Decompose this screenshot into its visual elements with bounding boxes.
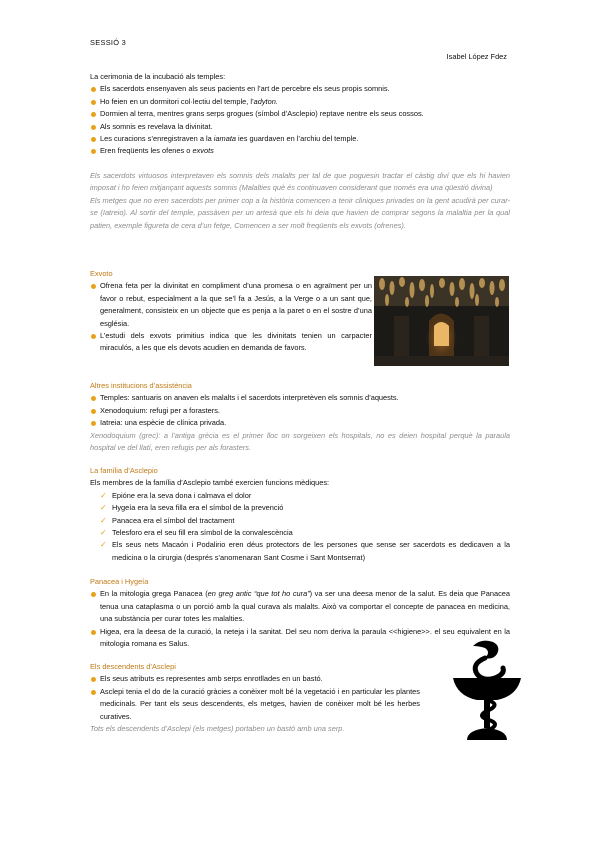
list-item: En la mitologia grega Panacea (en greg antic “que tot ho cura”) va ser una deesa menor de la salut. Es deia que Panacea tenua una cataplasma o un porció amb la qual curava als malalts. Això va comportar el concepte de panacea en medicina, una substància per curar totes les malalties. xyxy=(90,588,510,625)
exvoto-list xyxy=(90,280,372,354)
list-item: L’estudi dels exvots primitius indica que les divinitats tenien un carpacter miraculós, a les que els devots acudien en demanda de favors. xyxy=(90,330,372,355)
section-heading: La família d’Asclepio xyxy=(90,466,158,475)
list-item: ✓ Els seus nets Macaón i Podalirio eren déus protectors de les persones que sense ser sacerdots es dedicaven a la medicina o la cirurgia (després s’anomenaran Sant Cosme i Sant Montserrat) xyxy=(90,539,510,564)
note-paragraph: Els sacerdots virtuosos interpretaven els somnis dels malalts per tal de que poguesin tractar el càstig diví que els hi havien imposat i ho feien mitjançant aquests somnis (Malalties què és continuaven considerant que només era una qüestió divina) xyxy=(90,171,510,193)
incubation-list xyxy=(90,83,510,157)
session-title: SESSIÓ 3 xyxy=(90,38,127,47)
list-item: Les curacions s’enregistraven a la iamata ies guardaven en l’archiu del temple. xyxy=(90,133,510,145)
incubation-intro: La cerimonia de la incubació als temples: xyxy=(90,72,226,81)
list-item: ✓ Hygeía era la seva filla era el símbol de la prevenció xyxy=(90,502,510,514)
note-paragraph: Xenodoquium (grec): a l’antiga grècia es el primer lloc on sorgeixen els hospitals, no es deien hospital perquè la paraula hospital ve del llatí, eren refugis per als forasters. xyxy=(90,430,510,453)
chapel-photo-drawing xyxy=(374,276,509,366)
list-item: ✓ Telesforo era el seu fill era símbol de la convalescència xyxy=(90,527,510,539)
notes-section xyxy=(90,170,510,232)
list-item: ✓ Epióne era la seva dona i calmava el dolor xyxy=(90,490,510,502)
author-name: Isabel López Fdez xyxy=(446,52,507,61)
section-heading: Panacea i Hygeía xyxy=(90,577,149,586)
section-heading: Exvoto xyxy=(90,269,113,278)
list-item: Asclepi tenia el do de la curació gràcies a conèixer molt bé la vegetació i en particular les plantes medicinals. Per tant els seus descendents, els metges, havien de conèixer molt bé les herbes curatives. xyxy=(90,686,420,723)
family-section xyxy=(90,465,510,564)
list-item: Eren freqüents les ofenes o exvots xyxy=(90,145,510,157)
panacea-section xyxy=(90,576,510,650)
institutions-section xyxy=(90,380,510,454)
exvoto-section xyxy=(90,268,372,355)
descendants-list xyxy=(90,673,420,723)
note-paragraph: Tots els descendents d’Asclepi (els metges) portaben un bastó amb una serp. xyxy=(90,724,345,734)
panacea-list xyxy=(90,588,510,650)
family-intro: Els membres de la família d’Asclepio també exercien funcions mèdiques: xyxy=(90,478,330,488)
list-item: Higea, era la deesa de la curació, la neteja i la sanitat. Del seu nom deriva la paraula <<higiene>>. el seu equivalent en la mitologia romana es Salus. xyxy=(90,626,510,651)
exvotos-chapel-photo xyxy=(374,276,509,366)
list-item: Dormien al terra, mentres grans serps grogues (símbol d’Asclepio) reptave nentre els seus cossos. xyxy=(90,108,510,120)
bowl-of-hygieia-icon xyxy=(451,638,523,740)
list-item: ✓ Panacea era el símbol del tractament xyxy=(90,515,510,527)
list-item: Ofrena feta per la divinitat en compliment d’una promesa o en agraïment per un favor o rebut, especialment a la que se’l fa a Jesús, a la Verge o a un sant que, generalment, consisteix en un objecte que es penja a la paret o en el sostre d’una església. xyxy=(90,280,372,330)
descendants-section xyxy=(90,661,420,735)
list-item: Als somnis es revelava la divinitat. xyxy=(90,121,510,133)
incubation-section xyxy=(90,71,510,158)
institutions-list xyxy=(90,392,510,429)
note-paragraph: Els metges que no eren sacerdots per primer cop a la història comencen a tenir cliniques privades on la gent acudirà per curar-se (Iatreio). Al sortir del temple, passàven per un artesà que els hi deia que havien de comprar segons la malaltia per la qual patien, exemple figureta de cera d’un fetge, Comencen a ser molt freqüents els exvots (ofrenes). xyxy=(90,195,510,230)
section-heading: Altres institucions d’assistència xyxy=(90,381,192,390)
list-item: Iatreia: una espècie de clínica privada. xyxy=(90,417,510,429)
family-list xyxy=(90,490,510,564)
list-item: Xenodoquium: refugi per a forasters. xyxy=(90,405,510,417)
list-item: Els seus atributs es representes amb serps enrotllades en un bastó. xyxy=(90,673,420,685)
list-item: Els sacerdots ensenyaven als seus pacients en l’art de percebre els seus propis somnis. xyxy=(90,83,510,95)
list-item: Temples: santuaris on anaven els malalts i el sacerdots interpretèven els somnis d’aquests. xyxy=(90,392,510,404)
section-heading: Els descendents d’Asclepi xyxy=(90,662,176,671)
list-item: Ho feien en un dormitori col·lectiu del temple, l’adyton. xyxy=(90,96,510,108)
